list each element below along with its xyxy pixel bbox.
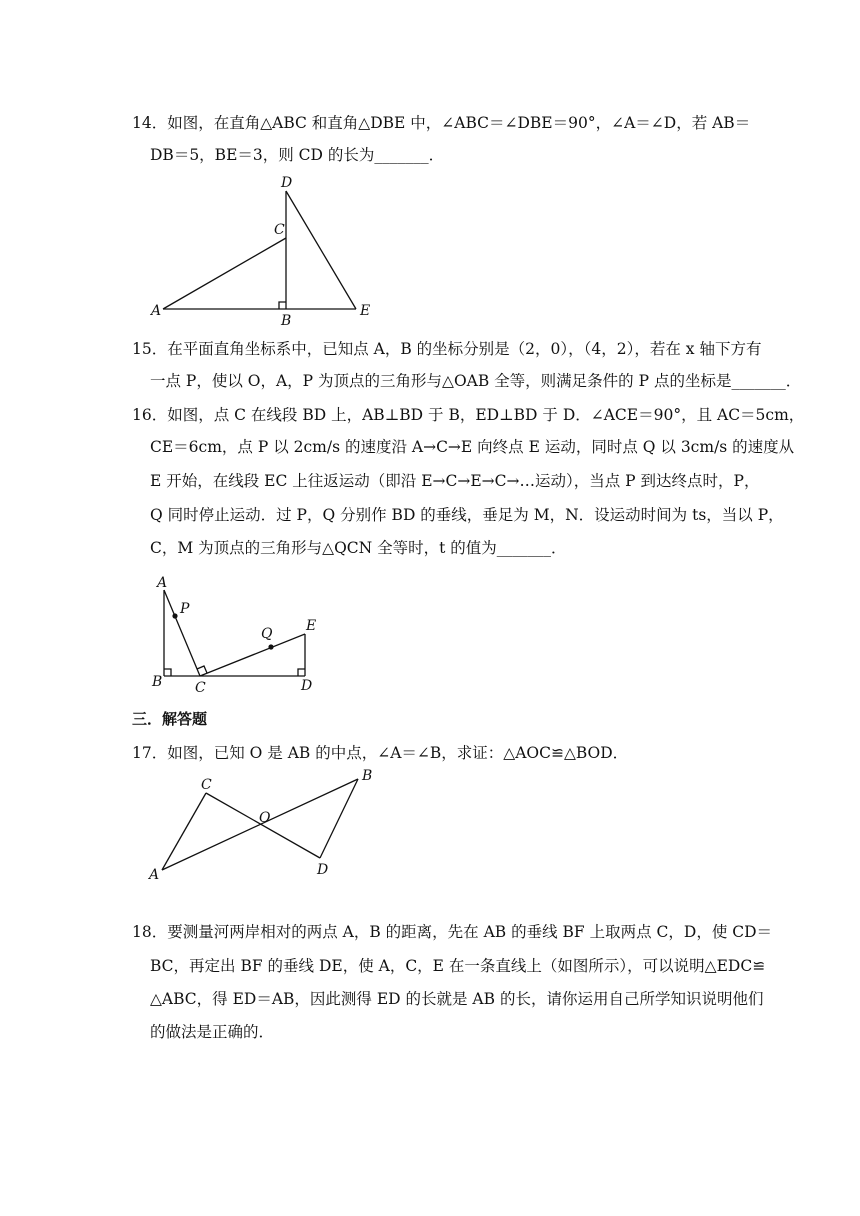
q16-label-e: E: [306, 618, 317, 634]
q16-line-5: C，M 为顶点的三角形与△QCN 全等时，t 的值为_______．: [150, 539, 567, 557]
q15-line-2: 一点 P，使以 O，A，P 为顶点的三角形与△OAB 全等，则满足条件的 P 点的坐标是_______．: [150, 372, 802, 390]
q14-line-1: 14．如图，在直角△ABC 和直角△DBE 中，∠ABC＝∠DBE＝90°，∠A＝∠D，若 AB＝: [132, 114, 751, 132]
q14-label-c: C: [274, 222, 285, 238]
q18-line-4: 的做法是正确的．: [150, 1023, 275, 1041]
q17-segment-ac: [162, 793, 206, 870]
q17-line-1: 17．如图，已知 O 是 AB 的中点，∠A＝∠B，求证：△AOC≌△BOD．: [132, 744, 629, 762]
q14-label-e: E: [360, 303, 371, 319]
q14-label-d: D: [281, 175, 293, 191]
q17-label-o: O: [259, 810, 271, 826]
q16-label-d: D: [301, 678, 313, 694]
q17-label-d: D: [317, 862, 329, 878]
q16-segment-ac: [164, 590, 200, 676]
q16-right-angle-d: [298, 669, 305, 676]
q16-point-p: [172, 613, 177, 618]
q14-right-angle-mark: [279, 302, 286, 309]
section-heading: 三．解答题: [132, 710, 208, 728]
q16-label-a: A: [157, 575, 168, 591]
q16-point-q: [268, 644, 273, 649]
q14-segment-ac: [163, 238, 286, 309]
q18-line-2: BC，再定出 BF 的垂线 DE，使 A，C，E 在一条直线上（如图所示），可以说明△EDC≌: [150, 957, 766, 975]
q18-line-1: 18．要测量河两岸相对的两点 A，B 的距离，先在 AB 的垂线 BF 上取两点 C，D，使 CD＝: [132, 923, 773, 941]
q14-label-b: B: [281, 313, 292, 329]
q14-segment-de: [286, 191, 356, 309]
q16-label-b: B: [152, 674, 163, 690]
q18-line-3: △ABC，得 ED＝AB，因此测得 ED 的长就是 AB 的长，请你运用自己所学知识说明他们: [150, 990, 764, 1008]
q17-segment-cd: [206, 793, 320, 858]
q16-segment-ce: [200, 634, 305, 676]
q17-label-b: B: [362, 768, 373, 784]
q16-line-4: Q 同时停止运动．过 P，Q 分别作 BD 的垂线，垂足为 M，N．设运动时间为 ts，当以 P，: [150, 506, 784, 524]
q16-label-c: C: [195, 680, 206, 696]
q16-right-angle-b: [164, 669, 171, 676]
q14-label-a: A: [151, 303, 162, 319]
q15-line-1: 15．在平面直角坐标系中，已知点 A，B 的坐标分别是（2，0），（4，2），若在 x 轴下方有: [132, 340, 762, 358]
q16-label-q: Q: [261, 626, 273, 642]
q16-line-3: E 开始，在线段 EC 上往返运动（即沿 E→C→E→C→…运动），当点 P 到达终点时，P，: [150, 472, 760, 490]
q16-line-1: 16．如图，点 C 在线段 BD 上，AB⊥BD 于 B，ED⊥BD 于 D．∠ACE＝90°，且 AC＝5cm，: [132, 406, 805, 424]
q14-line-2: DB＝5，BE＝3，则 CD 的长为_______．: [150, 146, 445, 164]
q16-right-angle-c: [197, 666, 207, 673]
q17-label-a: A: [149, 867, 160, 883]
q16-label-p: P: [180, 601, 190, 617]
q16-line-2: CE＝6cm，点 P 以 2cm/s 的速度沿 A→C→E 向终点 E 运动，同时点 Q 以 3cm/s 的速度从: [150, 438, 795, 456]
q17-segment-ab: [162, 779, 358, 870]
q17-label-c: C: [201, 777, 212, 793]
q17-segment-bd: [320, 779, 358, 858]
